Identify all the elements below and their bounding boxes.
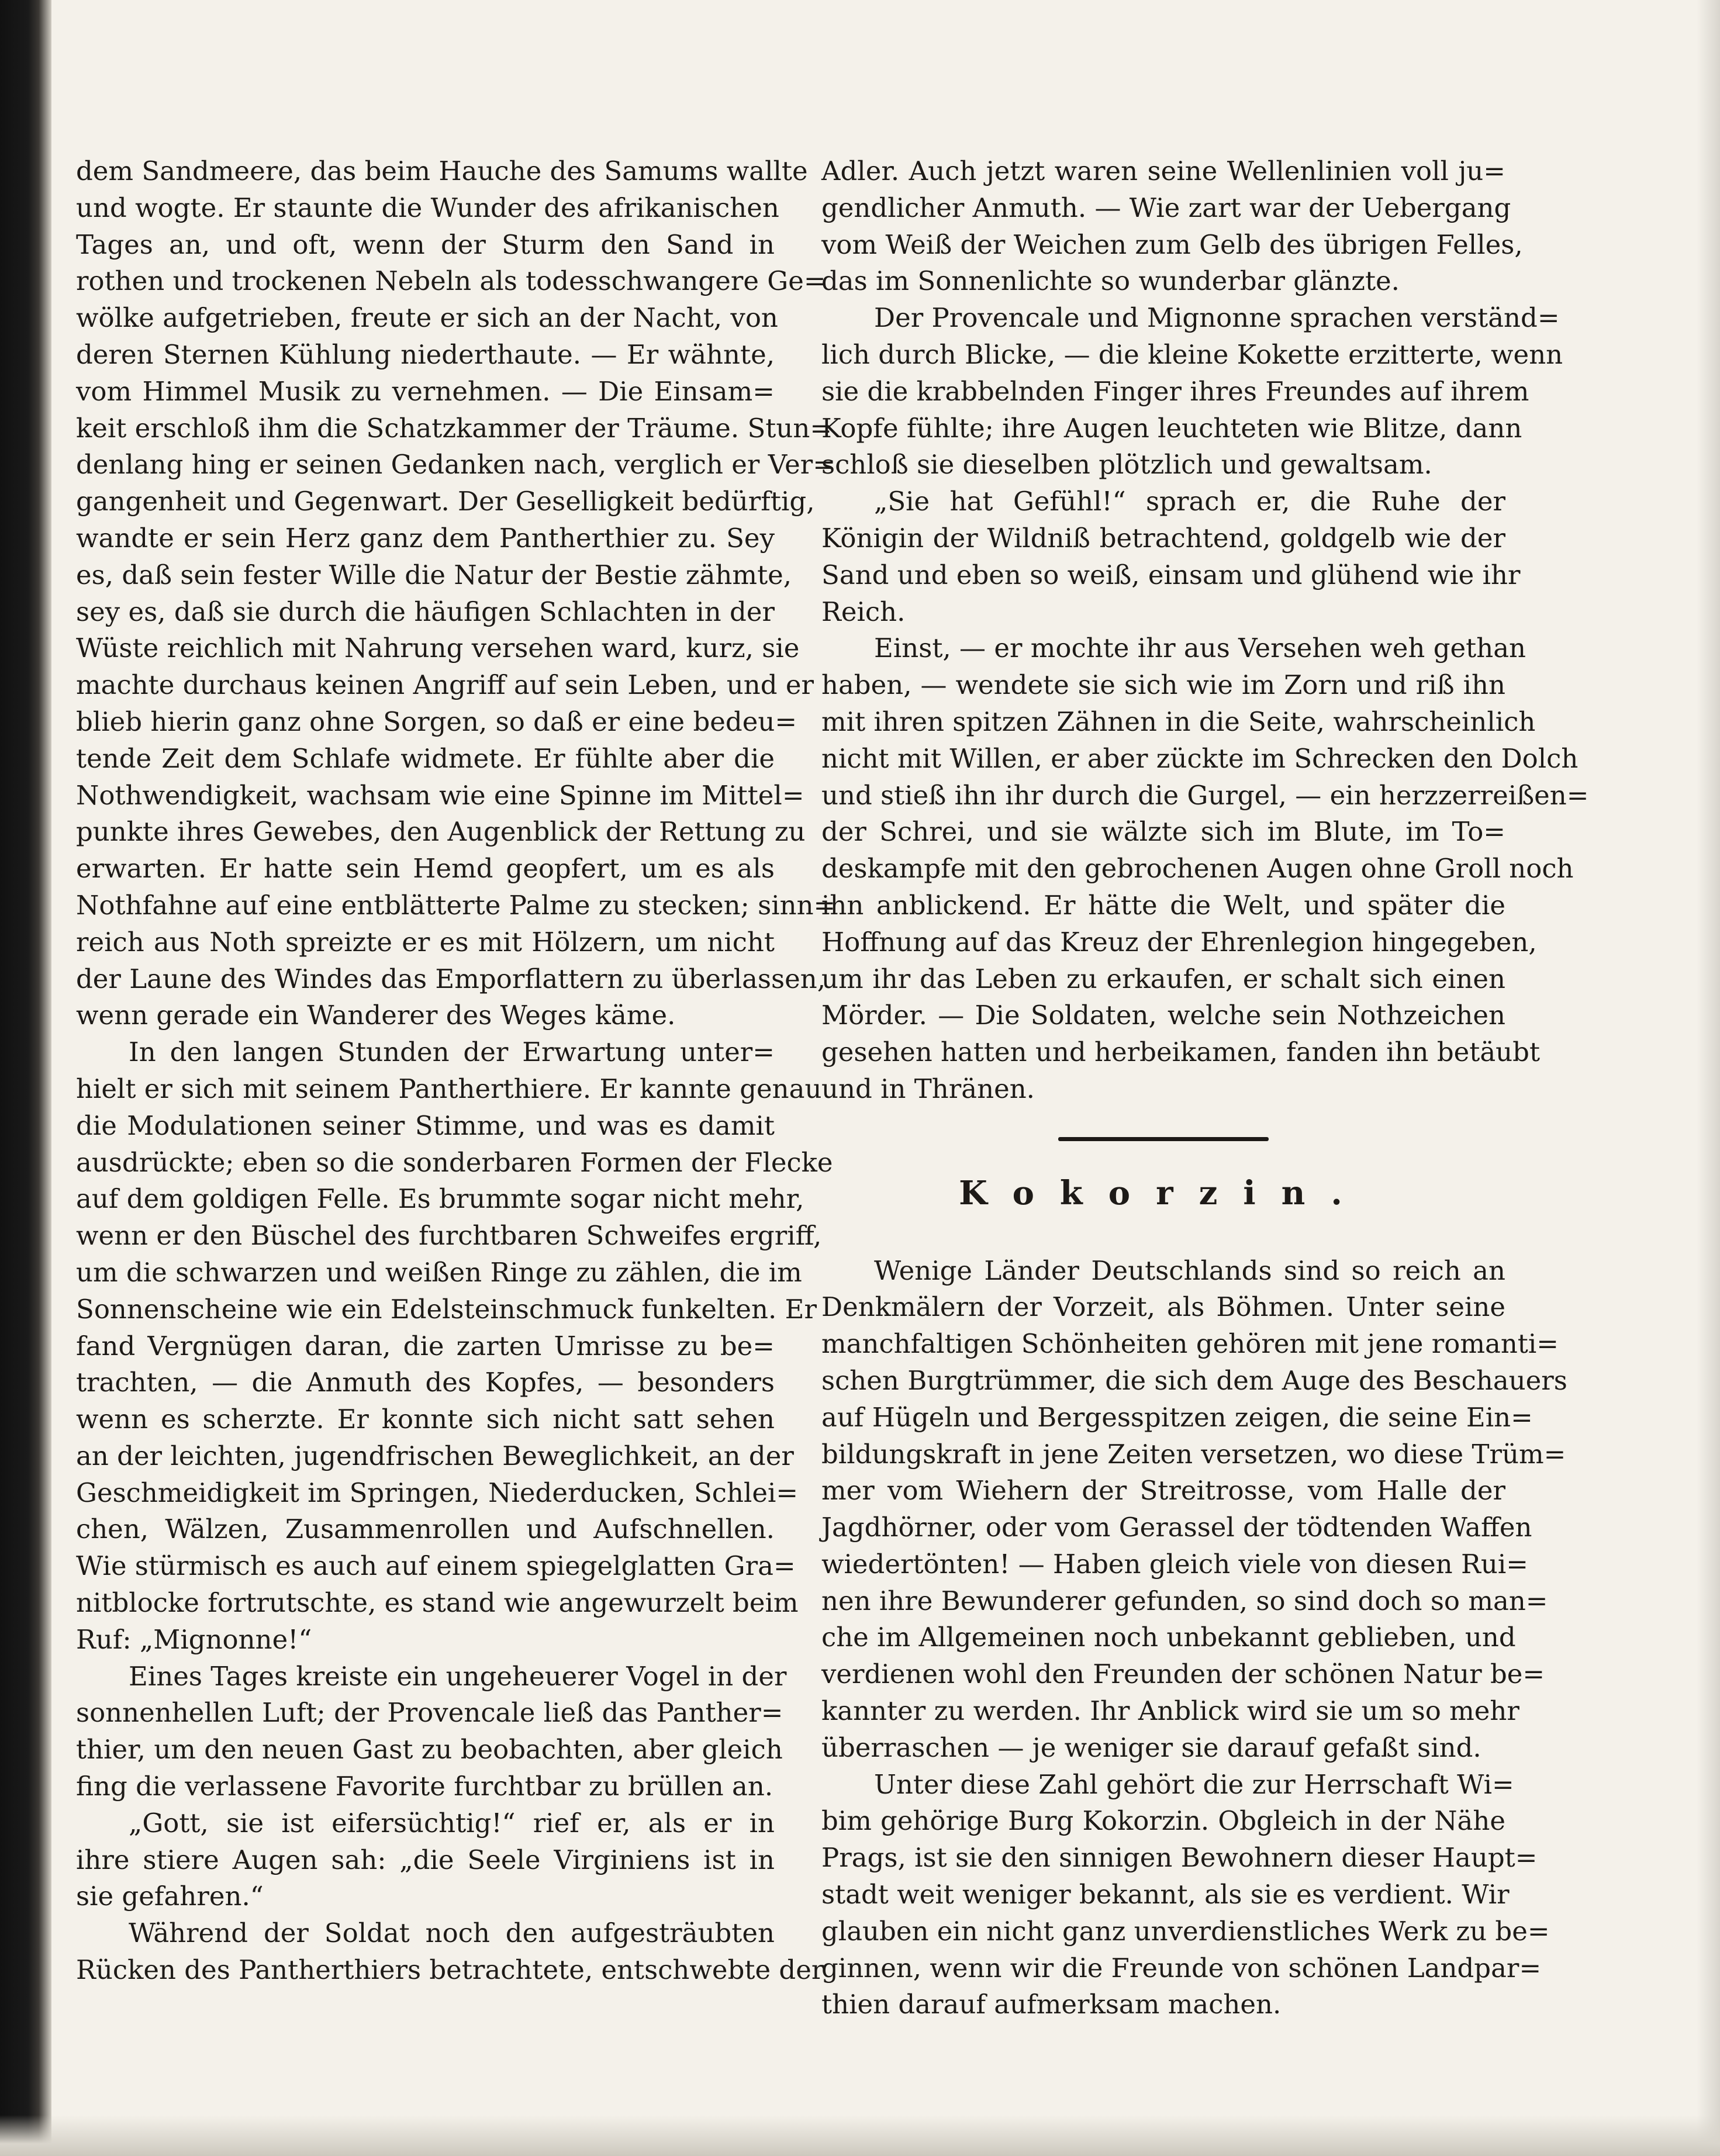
text-line: thien darauf aufmerksam machen.	[821, 1989, 1282, 2020]
text-line: Rücken des Pantherthiers betrachtete, entschwebte der	[76, 1954, 824, 1986]
text-line: Prags, ist sie den sinnigen Bewohnern dieser Haupt=	[821, 1842, 1538, 1874]
text-line: tende Zeit dem Schlafe widmete. Er fühlte aber die	[76, 742, 775, 774]
text-line: wandte er sein Herz ganz dem Pantherthier zu. Sey	[76, 522, 775, 554]
text-line: sey es, daß sie durch die häufigen Schlachten in der	[76, 596, 775, 627]
text-line: Tages an, und oft, wenn der Sturm den Sand in	[76, 229, 775, 260]
text-line: lich durch Blicke, — die kleine Kokette erzitterte, wenn	[821, 338, 1563, 370]
text-line: Unter diese Zahl gehört die zur Herrschaft Wi=	[874, 1768, 1514, 1800]
text-line: ginnen, wenn wir die Freunde von schönen Landpar=	[821, 1952, 1542, 1984]
text-line: nen ihre Bewunderer gefunden, so sind doch so man=	[821, 1585, 1548, 1616]
text-line: denlang hing er seinen Gedanken nach, verglich er Ver=	[76, 449, 835, 481]
text-line: Ruf: „Mignonne!“	[76, 1623, 312, 1655]
text-line: Der Provencale und Mignonne sprachen verständ=	[874, 302, 1560, 334]
text-line: machte durchaus keinen Angriff auf sein Leben, und er	[76, 669, 814, 701]
text-line: schloß sie dieselben plötzlich und gewaltsam.	[821, 449, 1432, 481]
text-line: um die schwarzen und weißen Ringe zu zählen, die im	[76, 1256, 802, 1288]
text-line: Sand und eben so weiß, einsam und glühend wie ihr	[821, 559, 1521, 590]
text-line: trachten, — die Anmuth des Kopfes, — besonders	[76, 1367, 775, 1398]
text-line: bildungskraft in jene Zeiten versetzen, wo diese Trüm=	[821, 1438, 1566, 1470]
right-column	[821, 153, 1589, 2023]
text-line: es, daß sein fester Wille die Natur der Bestie zähmte,	[76, 559, 792, 590]
text-line: auf dem goldigen Felle. Es brummte sogar nicht mehr,	[76, 1183, 804, 1215]
text-line: wenn es scherzte. Er konnte sich nicht satt sehen	[76, 1404, 775, 1435]
text-line: ihre stiere Augen sah: „die Seele Virginiens ist in	[76, 1844, 775, 1875]
text-line: Kopfe fühlte; ihre Augen leuchteten wie Blitze, dann	[821, 412, 1522, 444]
text-line: glauben ein nicht ganz unverdienstliches Werk zu be=	[821, 1915, 1550, 1947]
text-line: Reich.	[821, 596, 906, 627]
text-line: Eines Tages kreiste ein ungeheuerer Vogel in der	[129, 1660, 787, 1692]
text-line: Hoffnung auf das Kreuz der Ehrenlegion hingegeben,	[821, 926, 1537, 958]
text-line: vom Weiß der Weichen zum Gelb des übrigen Felles,	[821, 229, 1523, 260]
text-line: „Gott, sie ist eifersüchtig!“ rief er, als er in	[129, 1807, 775, 1839]
text-line: überraschen — je weniger sie darauf gefaßt sind.	[821, 1732, 1481, 1763]
text-line: Während der Soldat noch den aufgesträubten	[129, 1917, 775, 1949]
page-edge-shadow	[1697, 0, 1720, 2156]
text-line: kannter zu werden. Ihr Anblick wird sie um so mehr	[821, 1695, 1519, 1727]
text-line: haben, — wendete sie sich wie im Zorn und riß ihn	[821, 669, 1505, 701]
text-line: und in Thränen.	[821, 1073, 1035, 1104]
text-line: „Sie hat Gefühl!“ sprach er, die Ruhe der	[874, 486, 1505, 517]
text-line: Denkmälern der Vorzeit, als Böhmen. Unter seine	[821, 1291, 1505, 1323]
text-line: der Schrei, und sie wälzte sich im Blute, im To=	[821, 816, 1505, 848]
text-line: sie die krabbelnden Finger ihres Freundes auf ihrem	[821, 375, 1529, 407]
text-line: manchfaltigen Schönheiten gehören mit jene romanti=	[821, 1328, 1559, 1360]
section-heading: Kokorzin.	[959, 1173, 1368, 1212]
text-line: schen Burgtrümmer, die sich dem Auge des Beschauers	[821, 1364, 1567, 1396]
text-line: der Laune des Windes das Emporflattern zu überlassen,	[76, 963, 826, 994]
section-divider-rule	[1058, 1137, 1269, 1141]
text-line: thier, um den neuen Gast zu beobachten, aber gleich	[76, 1734, 783, 1765]
text-line: verdienen wohl den Freunden der schönen Natur be=	[821, 1659, 1545, 1690]
text-line: chen, Wälzen, Zusammenrollen und Aufschnellen.	[76, 1514, 775, 1545]
text-line: deskampfe mit den gebrochenen Augen ohne Groll noch	[821, 853, 1574, 884]
text-line: wölke aufgetrieben, freute er sich an der Nacht, von	[76, 302, 778, 334]
text-line: und wogte. Er staunte die Wunder des afrikanischen	[76, 192, 779, 223]
text-line: dem Sandmeere, das beim Hauche des Samums wallte	[76, 156, 808, 186]
text-line: ihn anblickend. Er hätte die Welt, und später die	[821, 889, 1505, 921]
text-line: Nothfahne auf eine entblätterte Palme zu stecken; sinn=	[76, 889, 836, 921]
text-line: Geschmeidigkeit im Springen, Niederducken, Schlei=	[76, 1477, 799, 1508]
text-line: Wüste reichlich mit Nahrung versehen ward, kurz, sie	[76, 633, 800, 664]
text-line: um ihr das Leben zu erkaufen, er schalt sich einen	[821, 963, 1505, 994]
left-column	[76, 153, 836, 1989]
text-line: das im Sonnenlichte so wunderbar glänzte.	[821, 265, 1400, 297]
text-line: auf Hügeln und Bergesspitzen zeigen, die seine Ein=	[821, 1401, 1533, 1433]
text-line: die Modulationen seiner Stimme, und was es damit	[76, 1110, 775, 1141]
text-line: sie gefahren.“	[76, 1881, 264, 1912]
text-line: che im Allgemeinen noch unbekannt geblieben, und	[821, 1622, 1516, 1653]
text-line: an der leichten, jugendfrischen Beweglichkeit, an der	[76, 1440, 794, 1471]
text-line: Jagdhörner, oder vom Gerassel der tödtenden Waffen	[821, 1512, 1532, 1543]
text-line: Wie stürmisch es auch auf einem spiegelglatten Gra=	[76, 1550, 796, 1582]
text-line: keit erschloß ihm die Schatzkammer der Träume. Stun=	[76, 412, 833, 444]
text-line: hielt er sich mit seinem Pantherthiere. Er kannte genau	[76, 1073, 822, 1104]
text-line: Nothwendigkeit, wachsam wie eine Spinne im Mittel=	[76, 779, 804, 811]
text-line: erwarten. Er hatte sein Hemd geopfert, um es als	[76, 853, 775, 884]
text-line: punkte ihres Gewebes, den Augenblick der Rettung zu	[76, 816, 806, 848]
text-line: nitblocke fortrutschte, es stand wie angewurzelt beim	[76, 1587, 799, 1619]
text-line: ausdrückte; eben so die sonderbaren Formen der Flecke	[76, 1146, 833, 1178]
text-line: sonnenhellen Luft; der Provencale ließ das Panther=	[76, 1697, 783, 1729]
text-line: fing die verlassene Favorite furchtbar zu brüllen an.	[76, 1771, 773, 1802]
book-binding-edge	[0, 0, 51, 2156]
text-line: vom Himmel Musik zu vernehmen. — Die Einsam=	[76, 375, 775, 407]
text-line: bim gehörige Burg Kokorzin. Obgleich in der Nähe	[821, 1805, 1505, 1837]
text-line: mit ihren spitzen Zähnen in die Seite, wahrscheinlich	[821, 706, 1536, 737]
text-line: reich aus Noth spreizte er es mit Hölzern, um nicht	[76, 926, 775, 958]
text-line: blieb hierin ganz ohne Sorgen, so daß er eine bedeu=	[76, 706, 797, 737]
text-line: wiedertönten! — Haben gleich viele von diesen Rui=	[821, 1548, 1528, 1580]
text-line: und stieß ihn ihr durch die Gurgel, — ein herzzerreißen=	[821, 779, 1589, 811]
text-line: Adler. Auch jetzt waren seine Wellenlinien voll ju=	[821, 156, 1505, 186]
text-line: Königin der Wildniß betrachtend, goldgelb wie der	[821, 522, 1505, 554]
text-line: wenn er den Büschel des furchtbaren Schweifes ergriff,	[76, 1220, 822, 1252]
text-line: Wenige Länder Deutschlands sind so reich an	[874, 1255, 1505, 1286]
text-line: stadt weit weniger bekannt, als sie es verdient. Wir	[821, 1879, 1510, 1910]
text-line: Sonnenscheine wie ein Edelsteinschmuck funkelten. Er	[76, 1293, 817, 1325]
text-line: Einst, — er mochte ihr aus Versehen weh gethan	[874, 633, 1526, 664]
text-line: gesehen hatten und herbeikamen, fanden ihn betäubt	[821, 1036, 1541, 1068]
text-line: Mörder. — Die Soldaten, welche sein Nothzeichen	[821, 1000, 1505, 1031]
text-line: nicht mit Willen, er aber zückte im Schrecken den Dolch	[821, 742, 1579, 774]
page-bottom-edge	[0, 2115, 1720, 2156]
text-line: mer vom Wiehern der Streitrosse, vom Halle der	[821, 1475, 1505, 1507]
text-line: wenn gerade ein Wanderer des Weges käme.	[76, 1000, 676, 1031]
text-line: deren Sternen Kühlung niederthaute. — Er wähnte,	[76, 338, 775, 370]
text-line: rothen und trockenen Nebeln als todesschwangere Ge=	[76, 265, 826, 297]
text-line: In den langen Stunden der Erwartung unter=	[129, 1036, 775, 1068]
text-line: fand Vergnügen daran, die zarten Umrisse zu be=	[76, 1330, 775, 1362]
text-line: gangenheit und Gegenwart. Der Geselligkeit bedürftig,	[76, 486, 815, 517]
text-line: gendlicher Anmuth. — Wie zart war der Uebergang	[821, 192, 1511, 223]
